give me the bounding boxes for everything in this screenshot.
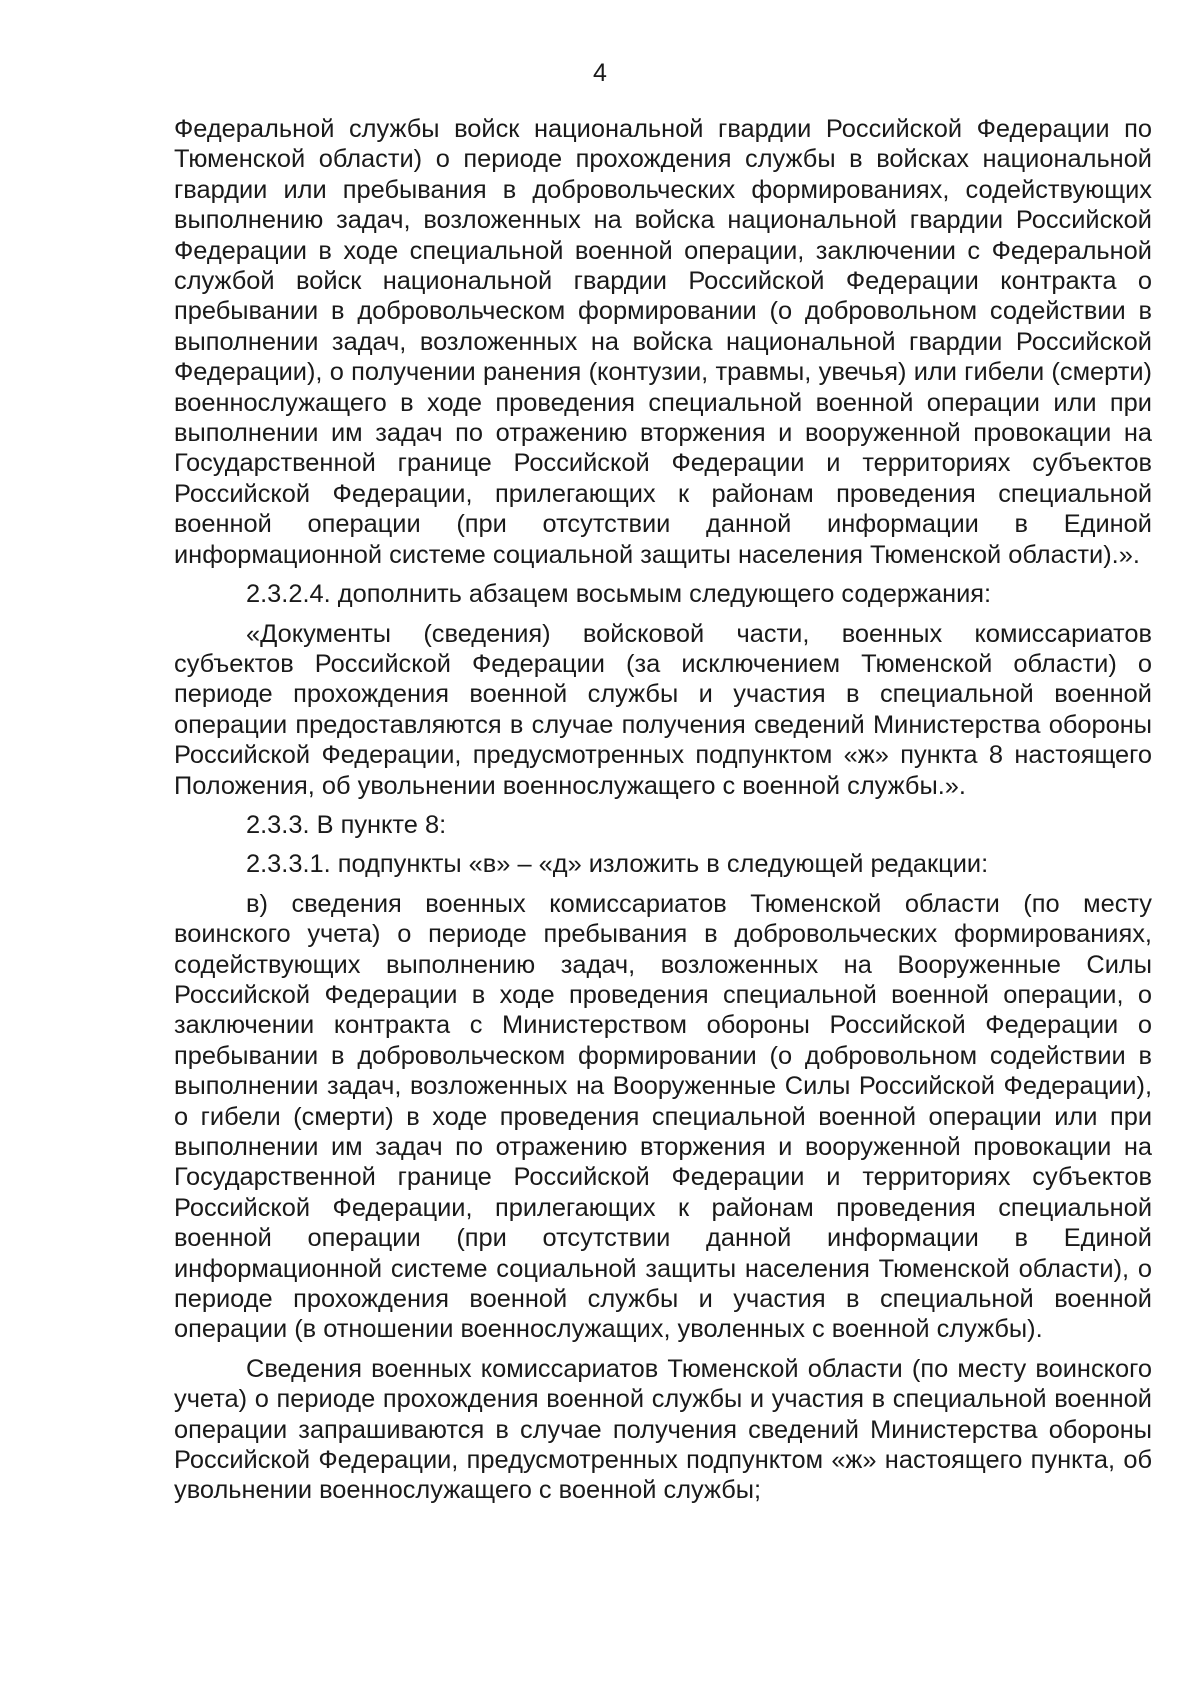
paragraph-item-2-3-3-1: 2.3.3.1. подпункты «в» – «д» изложить в следующей редакции: xyxy=(246,850,989,879)
paragraph-subitem-v: в) сведения военных комиссариатов Тюменской области (по месту воинского учета) о периоде пребывания в добровольческих формированиях, содействующих выполнению задач, возложенных на Вооруженные Силы Российской Федерации в ходе проведения специальной военной операции, о заключении контракта с Министерством обороны Российской Федерации о пребывании в добровольческом формировании (о добровольном содействии в выполнении задач, возложенных на Вооруженные Силы Российской Федерации), о гибели (смерти) в ходе проведения специальной военной операции или при выполнении им задач по отражению вторжения и вооруженной провокации на Государственной границе Российской Федерации и территориях субъектов Российской Федерации, прилегающих к районам проведения специальной военной операции (при отсутствии данной информации в Единой информационной системе социальной защиты населения Тюменской области), о периоде прохождения военной службы и участия в специальной военной операции (в отношении военнослужащих, уволенных с военной службы). xyxy=(174,889,1152,1344)
document-body xyxy=(174,114,1152,1515)
paragraph-item-2-3-3: 2.3.3. В пункте 8: xyxy=(246,810,447,839)
paragraph-continuation: Федеральной службы войск национальной гвардии Российской Федерации по Тюменской области) о периоде прохождения службы в войсках национальной гвардии или пребывания в добровольческих формированиях, содействующих выполнению задач, возложенных на войска национальной гвардии Российской Федерации в ходе специальной военной операции, заключении с Федеральной службой войск национальной гвардии Российской Федерации контракта о пребывании в добровольческом формировании (о добровольном содействии в выполнении задач, возложенных на войска национальной гвардии Российской Федерации), о получении ранения (контузии, травмы, увечья) или гибели (смерти) военнослужащего в ходе проведения специальной военной операции или при выполнении им задач по отражению вторжения и вооруженной провокации на Государственной границе Российской Федерации и территориях субъектов Российской Федерации, прилегающих к районам проведения специальной военной операции (при отсутствии данной информации в Единой информационной системе социальной защиты населения Тюменской области).». xyxy=(174,115,1152,569)
page-number: 4 xyxy=(593,59,607,87)
paragraph-quoted-documents: «Документы (сведения) войсковой части, военных комиссариатов субъектов Российской Федерации (за исключением Тюменской области) о периоде прохождения военной службы и участия в специальной военной операции предоставляются в случае получения сведений Министерства обороны Российской Федерации, предусмотренных подпунктом «ж» пункта 8 настоящего Положения, об увольнении военнослужащего с военной службы.». xyxy=(174,619,1152,800)
paragraph-item-2-3-2-4: 2.3.2.4. дополнить абзацем восьмым следующего содержания: xyxy=(246,580,992,609)
paragraph-military-info: Сведения военных комиссариатов Тюменской области (по месту воинского учета) о периоде прохождения военной службы и участия в специальной военной операции запрашиваются в случае получения сведений Министерства обороны Российской Федерации, предусмотренных подпунктом «ж» настоящего пункта, об увольнении военнослужащего с военной службы; xyxy=(174,1354,1152,1505)
